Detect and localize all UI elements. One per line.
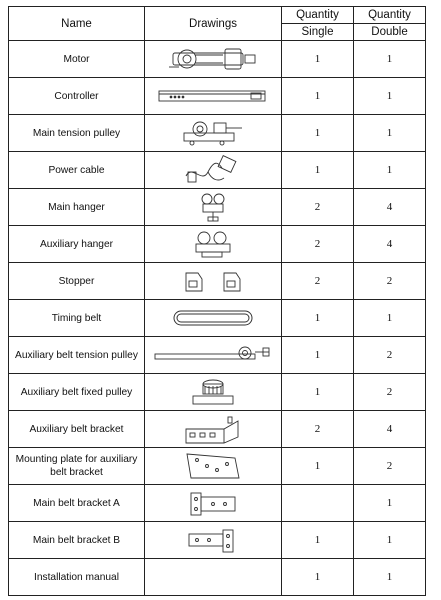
header-name: Name [9, 7, 145, 41]
motor-drawing [165, 43, 261, 75]
part-name: Main belt bracket A [9, 485, 145, 522]
quantity-double: 1 [354, 41, 426, 78]
main-belt-bracket-b-drawing [183, 524, 243, 556]
quantity-double: 4 [354, 189, 426, 226]
quantity-single: 1 [282, 78, 354, 115]
part-drawing-cell [145, 411, 282, 448]
power-cable-drawing [178, 154, 248, 186]
part-name: Controller [9, 78, 145, 115]
part-name: Power cable [9, 152, 145, 189]
header-quantity-double: Quantity [354, 7, 426, 24]
part-name: Main tension pulley [9, 115, 145, 152]
table-row [9, 115, 426, 152]
part-drawing-cell [145, 189, 282, 226]
quantity-double: 1 [354, 300, 426, 337]
quantity-single: 2 [282, 189, 354, 226]
header-drawings: Drawings [145, 7, 282, 41]
parts-list-sheet [8, 6, 425, 594]
table-row [9, 152, 426, 189]
quantity-double: 1 [354, 78, 426, 115]
part-name: Timing belt [9, 300, 145, 337]
quantity-double: 1 [354, 115, 426, 152]
table-row [9, 263, 426, 300]
part-name: Auxiliary belt tension pulley [9, 337, 145, 374]
part-name: Main belt bracket B [9, 522, 145, 559]
quantity-double: 1 [354, 152, 426, 189]
part-drawing-cell [145, 485, 282, 522]
quantity-double: 2 [354, 263, 426, 300]
part-drawing-cell [145, 374, 282, 411]
part-drawing-cell [145, 522, 282, 559]
quantity-double: 4 [354, 226, 426, 263]
part-drawing-cell [145, 115, 282, 152]
main-belt-bracket-a-drawing [183, 487, 243, 519]
table-row [9, 411, 426, 448]
table-row [9, 300, 426, 337]
part-name: Auxiliary belt bracket [9, 411, 145, 448]
quantity-single: 2 [282, 411, 354, 448]
stopper-drawing [178, 265, 248, 297]
quantity-single: 2 [282, 263, 354, 300]
part-drawing-cell [145, 559, 282, 596]
part-name: Installation manual [9, 559, 145, 596]
part-drawing-cell [145, 226, 282, 263]
quantity-single: 1 [282, 152, 354, 189]
table-row [9, 485, 426, 522]
quantity-double: 2 [354, 374, 426, 411]
quantity-single: 1 [282, 374, 354, 411]
mounting-plate-drawing [181, 450, 245, 482]
aux-belt-tension-pulley-drawing [151, 344, 275, 366]
table-row [9, 78, 426, 115]
quantity-single: 1 [282, 448, 354, 485]
quantity-double: 4 [354, 411, 426, 448]
quantity-double: 2 [354, 448, 426, 485]
table-row [9, 189, 426, 226]
table-row [9, 374, 426, 411]
part-drawing-cell [145, 152, 282, 189]
quantity-single: 1 [282, 41, 354, 78]
table-row [9, 559, 426, 596]
quantity-single: 1 [282, 300, 354, 337]
quantity-double: 1 [354, 522, 426, 559]
header-quantity-single: Quantity [282, 7, 354, 24]
quantity-double: 1 [354, 485, 426, 522]
part-name: Mounting plate for auxiliary belt bracket [9, 448, 145, 485]
part-name: Main hanger [9, 189, 145, 226]
quantity-double: 1 [354, 559, 426, 596]
part-drawing-cell [145, 78, 282, 115]
quantity-single: 1 [282, 522, 354, 559]
table-row [9, 41, 426, 78]
table-row [9, 226, 426, 263]
quantity-single: 1 [282, 559, 354, 596]
part-drawing-cell [145, 300, 282, 337]
main-hanger-drawing [193, 191, 233, 223]
aux-belt-bracket-drawing [178, 413, 248, 445]
quantity-single: 1 [282, 115, 354, 152]
timing-belt-drawing [170, 307, 256, 329]
header-single: Single [282, 24, 354, 41]
part-name: Auxiliary belt fixed pulley [9, 374, 145, 411]
table-row [9, 522, 426, 559]
part-name: Auxiliary hanger [9, 226, 145, 263]
table-row [9, 448, 426, 485]
header-double: Double [354, 24, 426, 41]
quantity-double: 2 [354, 337, 426, 374]
part-drawing-cell [145, 41, 282, 78]
quantity-single [282, 485, 354, 522]
aux-belt-fixed-pulley-drawing [183, 376, 243, 408]
part-drawing-cell [145, 448, 282, 485]
part-drawing-cell [145, 337, 282, 374]
auxiliary-hanger-drawing [188, 228, 238, 260]
tension-pulley-drawing [178, 117, 248, 149]
table-row [9, 337, 426, 374]
controller-drawing [155, 86, 271, 106]
part-name: Stopper [9, 263, 145, 300]
part-drawing-cell [145, 263, 282, 300]
part-name: Motor [9, 41, 145, 78]
quantity-single: 2 [282, 226, 354, 263]
quantity-single: 1 [282, 337, 354, 374]
parts-table [8, 6, 426, 596]
